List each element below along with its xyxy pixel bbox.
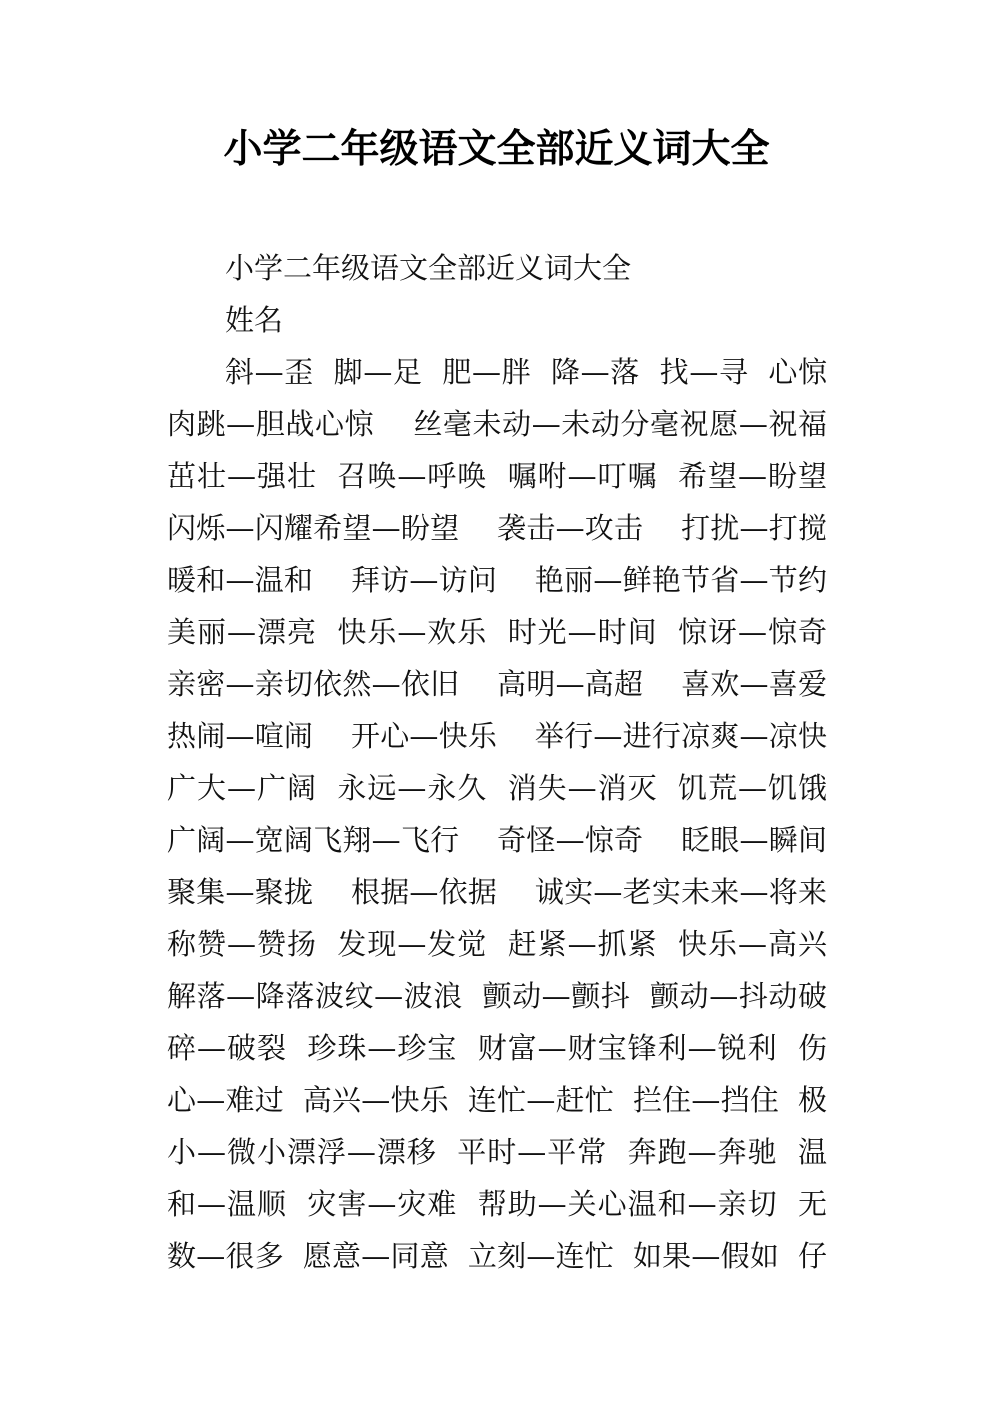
synonym-line: 数—很多 愿意—同意 立刻—连忙 如果—假如 仔 <box>167 1239 827 1273</box>
document-title: 小学二年级语文全部近义词大全 <box>223 127 770 172</box>
synonym-line: 解落—降落波纹—波浪 颤动—颤抖 颤动—抖动破 <box>167 979 827 1013</box>
synonym-line: 美丽—漂亮 快乐—欢乐 时光—时间 惊讶—惊奇 <box>167 615 827 649</box>
synonym-line: 暖和—温和 拜访—访问 艳丽—鲜艳节省—节约 <box>167 563 827 597</box>
synonym-line: 闪烁—闪耀希望—盼望 袭击—攻击 打扰—打搅 <box>167 511 827 545</box>
name-label: 姓名 <box>225 303 284 337</box>
synonym-line: 斜—歪 脚—足 肥—胖 降—落 找—寻 心惊 <box>225 355 827 389</box>
subtitle: 小学二年级语文全部近义词大全 <box>225 251 632 285</box>
synonym-line: 碎—破裂 珍珠—珍宝 财富—财宝锋利—锐利 伤 <box>167 1031 827 1065</box>
synonym-line: 和—温顺 灾害—灾难 帮助—关心温和—亲切 无 <box>167 1187 827 1221</box>
synonym-line: 亲密—亲切依然—依旧 高明—高超 喜欢—喜爱 <box>167 667 827 701</box>
synonym-line: 心—难过 高兴—快乐 连忙—赶忙 拦住—挡住 极 <box>167 1083 827 1117</box>
synonym-line: 称赞—赞扬 发现—发觉 赶紧—抓紧 快乐—高兴 <box>167 927 827 961</box>
document-body <box>167 242 827 1282</box>
synonym-line: 茁壮—强壮 召唤—呼唤 嘱咐—叮嘱 希望—盼望 <box>167 459 827 493</box>
synonym-line: 肉跳—胆战心惊 丝毫未动—未动分毫祝愿—祝福 <box>167 407 827 441</box>
synonym-line: 聚集—聚拢 根据—依据 诚实—老实未来—将来 <box>167 875 827 909</box>
synonym-line: 小—微小漂浮—漂移 平时—平常 奔跑—奔驰 温 <box>167 1135 827 1169</box>
synonym-line: 广大—广阔 永远—永久 消失—消灭 饥荒—饥饿 <box>167 771 827 805</box>
synonym-line: 热闹—喧闹 开心—快乐 举行—进行凉爽—凉快 <box>167 719 827 753</box>
synonym-line: 广阔—宽阔飞翔—飞行 奇怪—惊奇 眨眼—瞬间 <box>167 823 827 857</box>
